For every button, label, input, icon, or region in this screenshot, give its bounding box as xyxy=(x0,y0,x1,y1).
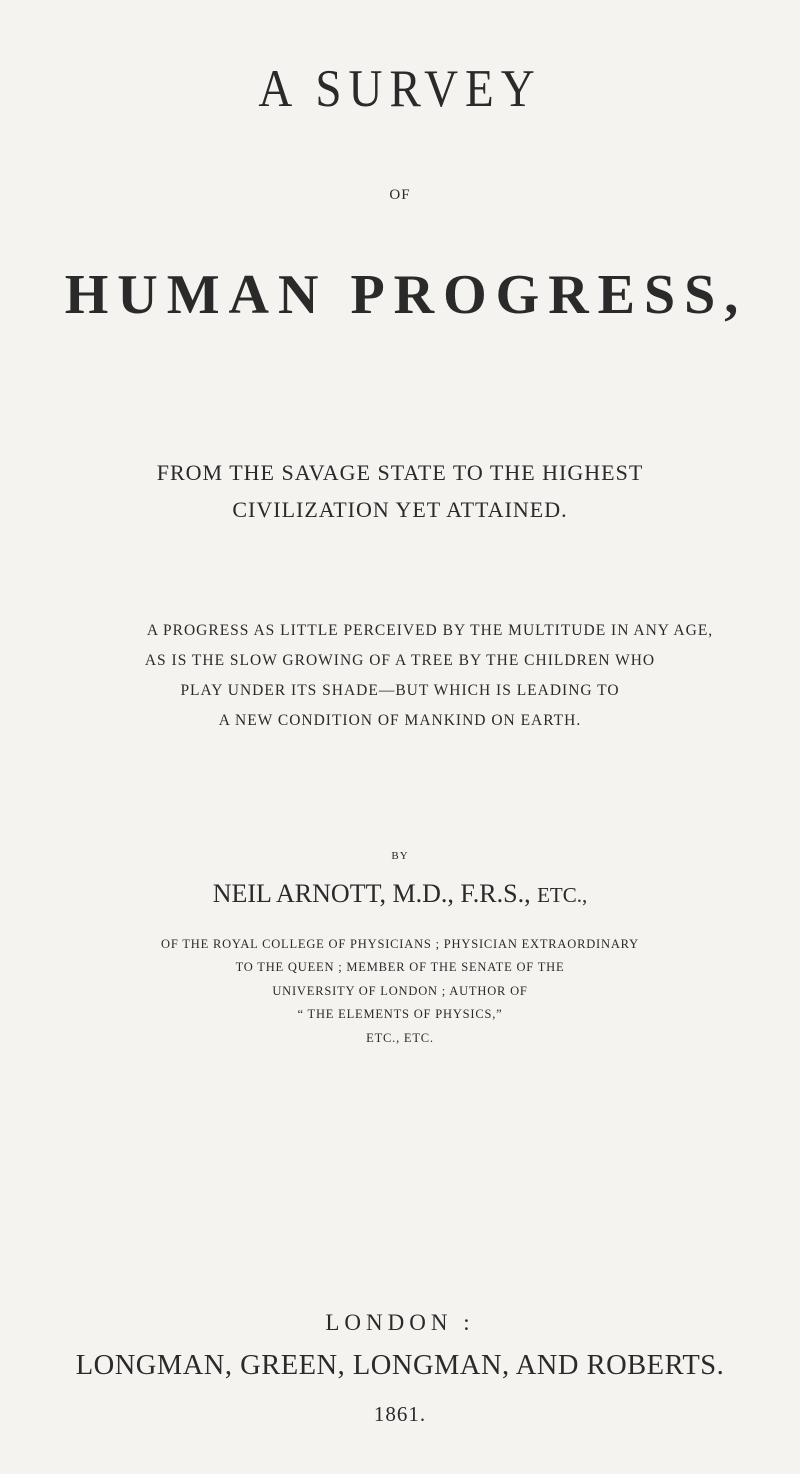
title-line-1: A SURVEY xyxy=(258,59,542,119)
imprint-year: 1861. xyxy=(373,1402,427,1426)
credentials-line-4: “ THE ELEMENTS OF PHYSICS,” xyxy=(297,1007,503,1021)
credentials-line-3: UNIVERSITY OF LONDON ; AUTHOR OF xyxy=(272,984,528,998)
byline-by: BY xyxy=(391,850,409,862)
imprint-publisher: LONGMAN, GREEN, LONGMAN, AND ROBERTS. xyxy=(75,1350,725,1381)
subtitle-line-2: CIVILIZATION YET ATTAINED. xyxy=(232,497,568,522)
subtitle-line-1: FROM THE SAVAGE STATE TO THE HIGHEST xyxy=(156,460,644,485)
credentials-line-2: TO THE QUEEN ; MEMBER OF THE SENATE OF THE xyxy=(235,960,565,974)
epigraph-line-3: PLAY UNDER ITS SHADE—BUT WHICH IS LEADING TO xyxy=(180,682,620,699)
title-of: OF xyxy=(389,187,411,203)
credentials-line-5: ETC., ETC. xyxy=(366,1031,434,1045)
epigraph-line-2: AS IS THE SLOW GROWING OF A TREE BY THE CHILDREN WHO xyxy=(144,652,656,669)
author-etc: ETC., xyxy=(537,883,588,907)
author-name-text: NEIL ARNOTT, M.D., F.R.S., xyxy=(212,879,531,908)
epigraph-line-4: A NEW CONDITION OF MANKIND ON EARTH. xyxy=(218,712,582,729)
author-name xyxy=(0,879,800,909)
epigraph-line-1: A PROGRESS AS LITTLE PERCEIVED BY THE MULTITUDE IN ANY AGE, xyxy=(146,622,714,639)
imprint-place: LONDON : xyxy=(325,1310,475,1335)
title-line-2: HUMAN PROGRESS, xyxy=(64,264,748,326)
credentials-line-1: OF THE ROYAL COLLEGE OF PHYSICIANS ; PHYSICIAN EXTRAORDINARY xyxy=(161,937,639,951)
